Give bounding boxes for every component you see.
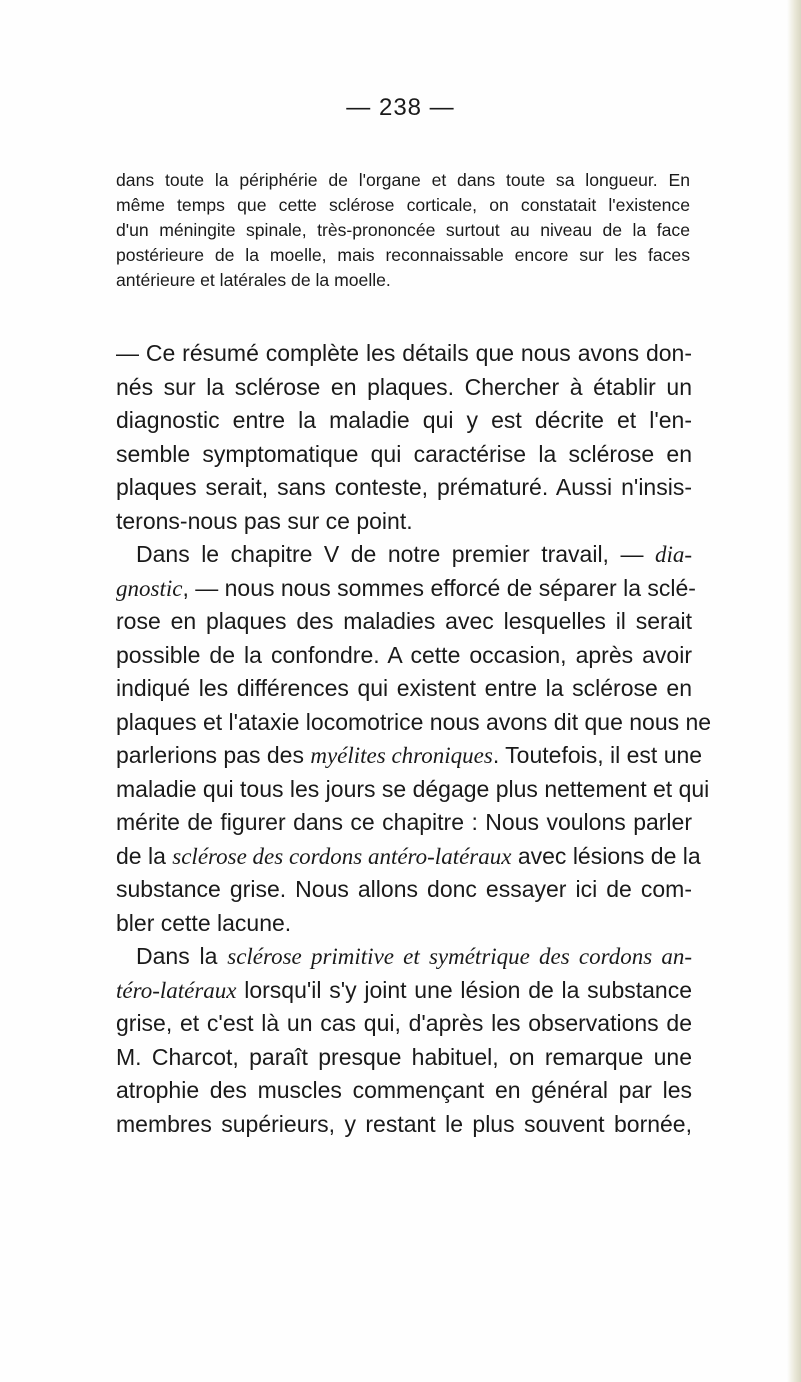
text-run: parlerions pas des (116, 742, 311, 768)
text-line (116, 639, 692, 673)
text-line (116, 1041, 692, 1075)
text-run: rose en plaques des maladies avec lesquelles il serait (116, 608, 692, 634)
text-run: diagnostic entre la maladie qui y est décrite et l'en- (116, 407, 692, 433)
text-line (116, 605, 692, 639)
body-text (116, 337, 712, 1141)
text-line (116, 471, 692, 505)
text-run: — Ce résumé complète les détails que nous avons don- (116, 340, 692, 366)
text-line (116, 974, 692, 1008)
text-run: mérite de figurer dans ce chapitre : Nous voulons parler (116, 809, 692, 835)
page-edge-shadow (787, 0, 801, 1382)
text-run: plaques et l'ataxie locomotrice nous avons dit que nous ne (116, 708, 712, 735)
text-line (116, 538, 692, 572)
text-line (116, 773, 710, 807)
small-print-paragraph (116, 168, 690, 293)
text-run: lorsqu'il s'y joint une lésion de la substance (236, 976, 692, 1003)
italic-run: sclérose primitive et symétrique des cordons an- (227, 944, 692, 969)
text-run: atrophie des muscles commençant en général par les (116, 1077, 692, 1103)
text-run: plaques serait, sans conteste, prématuré. Aussi n'insis- (116, 474, 692, 500)
text-line (116, 404, 692, 438)
text-line: même temps que cette sclérose corticale, on constatait l'existence (116, 195, 690, 215)
text-line (116, 1108, 692, 1142)
italic-run: gnostic (116, 575, 183, 601)
text-run: substance grise. Nous allons donc essayer ici de com- (116, 876, 692, 902)
text-line (116, 806, 692, 840)
text-run: possible de la confondre. A cette occasion, après avoir (116, 641, 692, 668)
text-run: terons-nous pas sur ce point. (116, 507, 413, 534)
text-run: semble symptomatique qui caractérise la sclérose en (116, 440, 692, 467)
text-run: Dans le chapitre V de notre premier travail, — (136, 541, 655, 567)
text-run: indiqué les différences qui existent entre la sclérose en (116, 675, 692, 701)
text-line (116, 505, 692, 539)
page-number: — 238 — (346, 94, 455, 121)
text-line (116, 840, 701, 874)
text-run: Dans la (136, 943, 228, 969)
text-run: grise, et c'est là un cas qui, d'après les observations de (116, 1010, 692, 1036)
text-line (116, 438, 692, 472)
text-line: postérieure de la moelle, mais reconnaissable encore sur les faces (116, 245, 690, 265)
text-run: M. Charcot, paraît presque habituel, on remarque une (116, 1043, 692, 1070)
text-line (116, 706, 712, 740)
text-run: de la (116, 842, 173, 869)
italic-run: myélites chroniques (310, 743, 493, 768)
text-run: nés sur la sclérose en plaques. Chercher à établir un (116, 373, 692, 400)
text-run: avec lésions de la (511, 842, 701, 869)
text-run: membres supérieurs, y restant le plus souvent bornée, (116, 1110, 692, 1137)
text-run: maladie qui tous les jours se dégage plus nettement et qui (116, 775, 710, 802)
text-line (116, 873, 692, 907)
text-run: , — nous nous sommes efforcé de séparer la sclé- (182, 574, 696, 601)
text-line (116, 907, 692, 941)
text-line (116, 371, 692, 405)
italic-run: téro-latéraux (116, 977, 237, 1003)
text-line (116, 1007, 692, 1041)
text-run: . Toutefois, il est une (492, 742, 703, 768)
text-line (116, 739, 703, 773)
text-line (116, 940, 692, 974)
text-line: d'un méningite spinale, très-prononcée surtout au niveau de la face (116, 220, 690, 240)
text-line (116, 672, 692, 706)
italic-run: sclérose des cordons antéro-latéraux (172, 843, 512, 869)
text-run: bler cette lacune. (116, 909, 292, 936)
text-line: dans toute la périphérie de l'organe et dans toute sa longueur. En (116, 170, 690, 190)
text-line (116, 572, 696, 606)
italic-run: dia- (654, 542, 692, 567)
text-line: antérieure et latérales de la moelle. (116, 270, 391, 290)
text-line (116, 337, 692, 371)
text-line (116, 1074, 692, 1108)
